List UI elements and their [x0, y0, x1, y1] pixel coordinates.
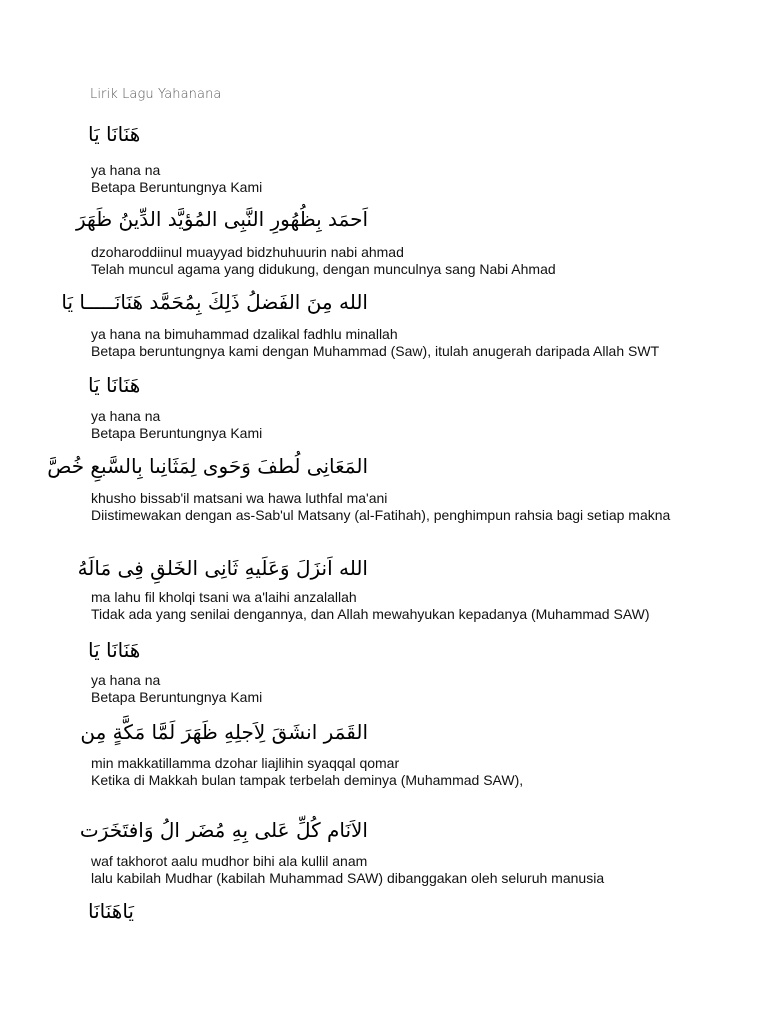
verse-arabic: يَاهَنَانَا [88, 899, 134, 923]
verse-arabic: الله مِنَ الفَضلُ ذَلِكَ بِمُحَمَّد هَنَانَـــــا يَا [61, 290, 368, 314]
verse-arabic: هَنَانَا يَا [88, 638, 141, 662]
verse-translation: Betapa beruntungnya kami dengan Muhammad (Saw), itulah anugerah daripada Allah SWT [91, 343, 660, 359]
verse-translation: Betapa Beruntungnya Kami [91, 179, 263, 195]
verse-arabic: القَمَر انشَقَ لِاَجلِهِ ظَهَرَ لَمَّا مَكَّةٍ مِن [80, 720, 368, 744]
verse-latin: ya hana na [91, 672, 161, 688]
verse-arabic: اَحمَد بِظُهُورِ النَّبِى المُؤيَّد الدِّينُ ظَهَرَ [75, 207, 368, 231]
verse-translation: lalu kabilah Mudhar (kabilah Muhammad SAW) dibanggakan oleh seluruh manusia [91, 870, 605, 886]
page-title: Lirik Lagu Yahanana [90, 87, 222, 102]
verse-latin: ya hana na [91, 162, 161, 178]
verse-translation: Ketika di Makkah bulan tampak terbelah deminya (Muhammad SAW), [91, 772, 524, 788]
verse-translation: Diistimewakan dengan as-Sab'ul Matsany (al-Fatihah), penghimpun rahsia bagi setiap makna [91, 507, 671, 523]
verse-latin: khusho bissab'il matsani wa hawa luthfal ma'ani [91, 490, 388, 506]
verse-arabic: هَنَانَا يَا [88, 122, 141, 146]
verse-translation: Betapa Beruntungnya Kami [91, 689, 263, 705]
verse-translation: Betapa Beruntungnya Kami [91, 425, 263, 441]
verse-latin: ya hana na bimuhammad dzalikal fadhlu minallah [91, 326, 398, 342]
verse-latin: min makkatillamma dzohar liajlihin syaqqal qomar [91, 755, 400, 771]
verse-arabic: المَعَانِى لُطفَ وَحَوى لِمَثَانِىا بِالسَّبعِ خُصَّ [47, 454, 368, 478]
verse-arabic: الله اَنزَلَ وَعَلَيهِ ثَانِى الخَلقِ فِى مَالَهُ [77, 556, 368, 580]
verse-translation: Tidak ada yang senilai dengannya, dan Allah mewahyukan kepadanya (Muhammad SAW) [91, 606, 650, 622]
verse-latin: ma lahu fil kholqi tsani wa a'laihi anzalallah [91, 589, 357, 605]
verse-latin: waf takhorot aalu mudhor bihi ala kullil anam [91, 853, 368, 869]
verse-arabic: الاَنَام كُلِّ عَلى بِهِ مُضَر الُ وَافتَخَرَت [79, 818, 368, 842]
verse-arabic: هَنَانَا يَا [88, 373, 141, 397]
verse-translation: Telah muncul agama yang didukung, dengan munculnya sang Nabi Ahmad [91, 261, 556, 277]
verse-latin: dzoharoddiinul muayyad bidzhuhuurin nabi ahmad [91, 244, 404, 260]
verse-latin: ya hana na [91, 408, 161, 424]
